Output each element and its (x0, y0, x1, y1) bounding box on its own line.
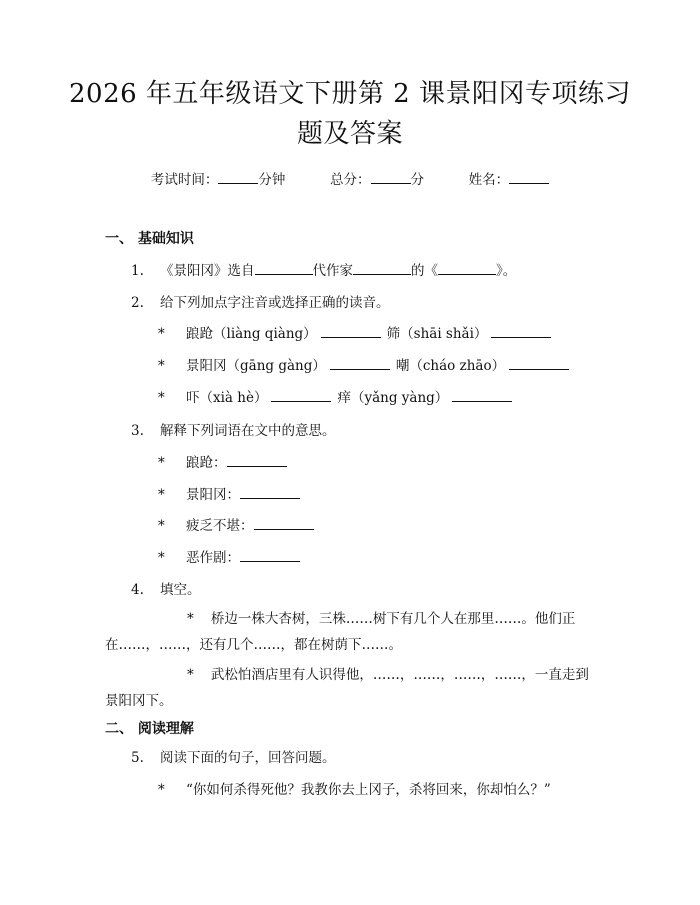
time-unit: 分钟 (258, 172, 286, 188)
answer-blank (452, 389, 512, 402)
answer-blank (491, 325, 551, 338)
answer-blank (509, 357, 569, 370)
section-heading-reading: 二、 阅读理解 (105, 721, 194, 737)
paragraph-text: 桥边一株大杏树，三株……树下有几个人在那里……。他们正在……，……，还有几个……，都在树荫下……。 (105, 611, 576, 653)
quote-item (158, 780, 551, 800)
bullet: * (158, 782, 165, 798)
time-blank (218, 171, 258, 184)
name-blank (509, 171, 549, 184)
question-4 (131, 580, 201, 600)
pinyin-item: 嘲（cháo zhāo） (395, 358, 506, 374)
pinyin-row (158, 324, 551, 344)
answer-blank (353, 262, 411, 275)
pinyin-item: 景阳冈（gāng gàng） (186, 358, 326, 374)
name-label: 姓名： (468, 172, 510, 188)
question-text: 给下列加点字注音或选择正确的读音。 (160, 295, 390, 311)
pinyin-row (158, 356, 569, 376)
term-label: 疲乏不堪： (186, 518, 254, 534)
score-label: 总分： (330, 172, 371, 188)
question-5 (131, 748, 336, 768)
bullet: * (158, 326, 165, 342)
answer-blank (240, 549, 300, 562)
time-label: 考试时间： (150, 172, 219, 188)
exam-meta (0, 168, 700, 188)
question-3 (131, 421, 336, 441)
answer-blank (438, 262, 496, 275)
fill-paragraph-1 (105, 606, 590, 658)
term-label: 景阳冈： (186, 487, 240, 503)
question-number: 5. (131, 750, 144, 766)
score-unit: 分 (410, 172, 424, 188)
question-number: 4. (131, 582, 144, 598)
question-text: 代作家 (312, 263, 353, 279)
answer-blank (330, 357, 390, 370)
pinyin-item: 吓（xià hè） (186, 390, 268, 406)
quote-text: “你如何杀得死他？我教你去上冈子，杀将回来，你却怕么？” (186, 782, 551, 798)
question-2 (131, 293, 390, 313)
definition-item (158, 548, 300, 568)
term-label: 踉跄： (186, 455, 227, 471)
bullet: * (158, 455, 165, 471)
question-text: 阅读下面的句子，回答问题。 (160, 750, 336, 766)
answer-blank (255, 262, 313, 275)
definition-item (158, 516, 314, 536)
score-blank (371, 171, 411, 184)
pinyin-item: 踉跄（liàng qiàng） (186, 326, 317, 342)
answer-blank (254, 517, 314, 530)
term-label: 恶作剧： (186, 550, 240, 566)
bullet: * (158, 358, 165, 374)
answer-blank (271, 389, 331, 402)
paragraph-text: 武松怕酒店里有人识得他，……，……，……，……，一直走到景阳冈下。 (105, 667, 589, 709)
definition-item (158, 453, 287, 473)
definition-item (158, 485, 300, 505)
bullet: * (158, 550, 165, 566)
fill-paragraph-2 (105, 662, 590, 714)
question-number: 2. (131, 295, 144, 311)
answer-blank (240, 486, 300, 499)
answer-blank (227, 454, 287, 467)
document-title: 2026 年五年级语文下册第 2 课景阳冈专项练习题及答案 (68, 79, 631, 149)
question-1 (131, 261, 516, 281)
bullet: * (158, 390, 165, 406)
bullet: * (187, 667, 194, 683)
pinyin-item: 痒（yǎng yàng） (337, 390, 449, 406)
question-text: 》。 (496, 263, 517, 279)
pinyin-row (158, 388, 512, 408)
question-text: 《景阳冈》选自 (160, 263, 255, 279)
section-heading-basic: 一、 基础知识 (105, 231, 194, 247)
question-text: 的《 (411, 263, 438, 279)
answer-blank (321, 325, 381, 338)
question-number: 1. (131, 263, 144, 279)
bullet: * (158, 518, 165, 534)
bullet: * (187, 611, 194, 627)
question-text: 解释下列词语在文中的意思。 (160, 423, 336, 439)
bullet: * (158, 487, 165, 503)
question-number: 3. (131, 423, 144, 439)
pinyin-item: 筛（shāi shǎi） (386, 326, 488, 342)
question-text: 填空。 (160, 582, 201, 598)
